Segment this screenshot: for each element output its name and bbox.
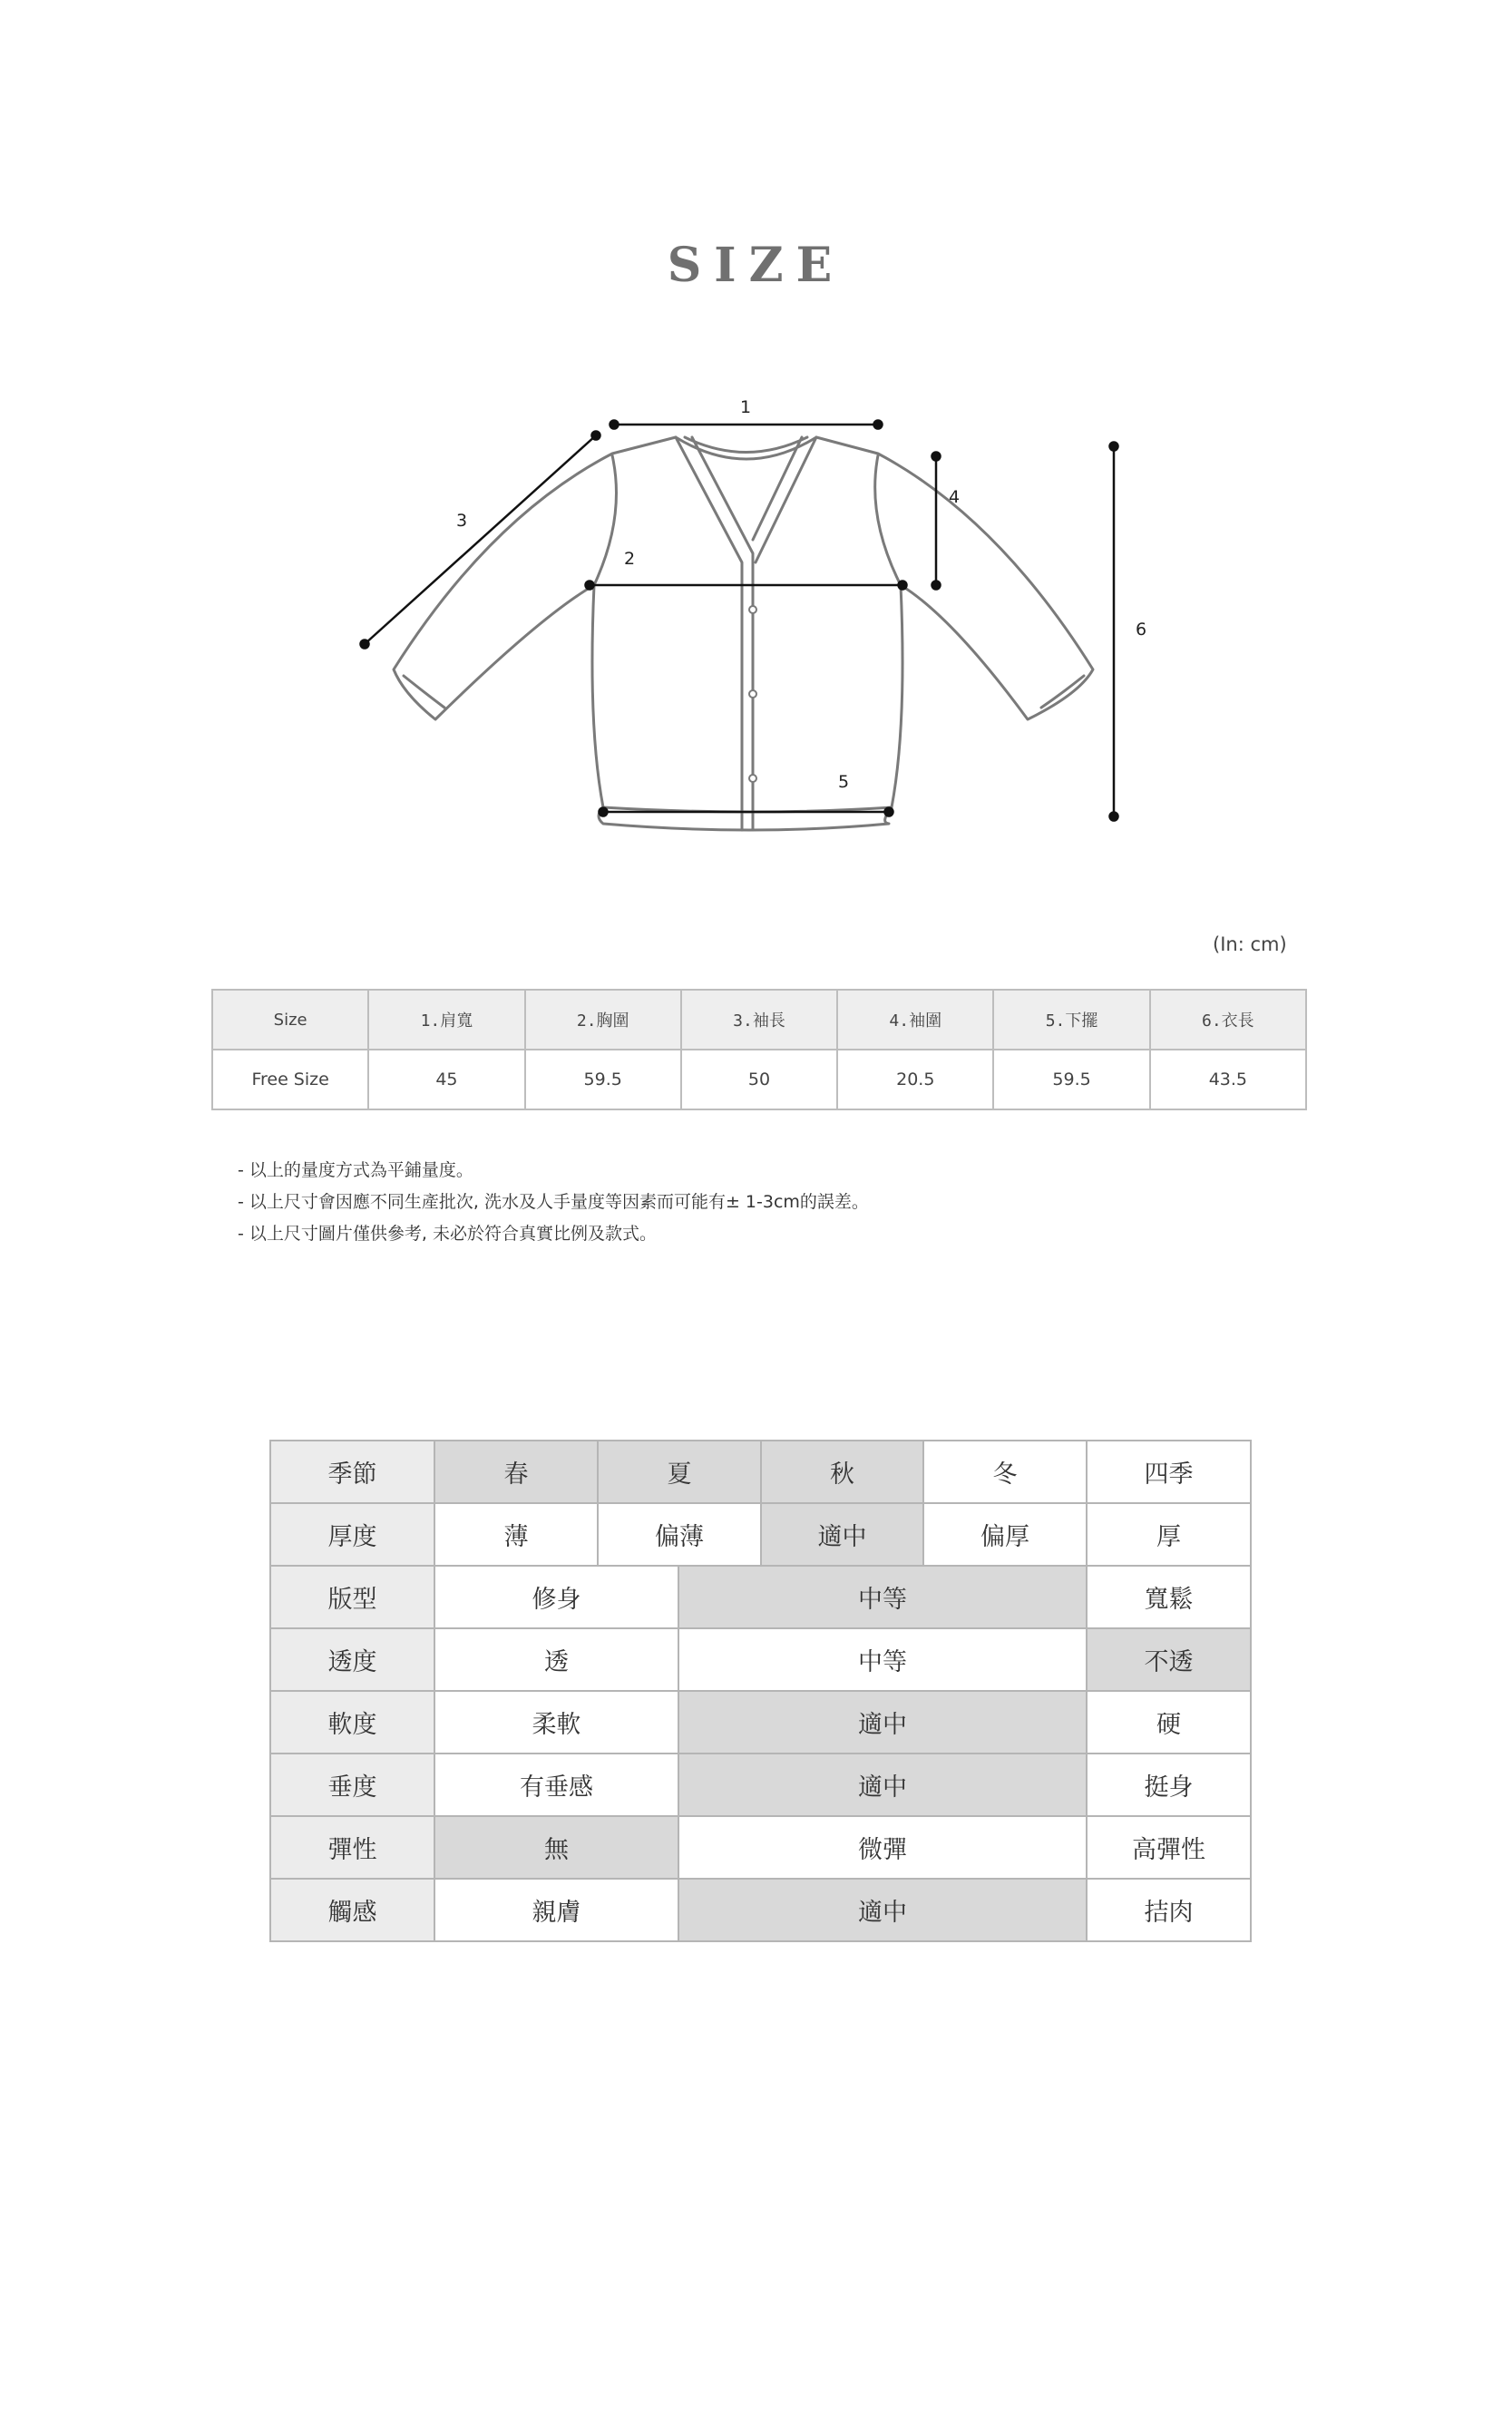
- property-option: 寬鬆: [1087, 1566, 1251, 1628]
- measure-label-6: 6: [1136, 620, 1147, 640]
- property-option: 偏薄: [598, 1503, 761, 1566]
- size-value-cell: 59.5: [525, 1050, 681, 1109]
- measure-label-3: 3: [456, 511, 468, 531]
- property-option: 柔軟: [434, 1691, 678, 1754]
- property-option: 修身: [434, 1566, 678, 1628]
- property-option: 中等: [678, 1628, 1087, 1691]
- cardigan-outline: [394, 437, 1093, 830]
- property-label: 垂度: [270, 1754, 434, 1816]
- size-value-cell: Free Size: [212, 1050, 368, 1109]
- size-header-cell: 6.衣長: [1150, 990, 1306, 1050]
- property-label: 厚度: [270, 1503, 434, 1566]
- property-option: 秋: [761, 1441, 923, 1503]
- property-label: 觸感: [270, 1879, 434, 1941]
- property-option: 有垂感: [434, 1754, 678, 1816]
- size-header-cell: 2.胸圍: [525, 990, 681, 1050]
- size-header-cell: 1.肩寬: [368, 990, 524, 1050]
- property-option: 不透: [1087, 1628, 1251, 1691]
- size-value-cell: 59.5: [993, 1050, 1149, 1109]
- size-header-cell: Size: [212, 990, 368, 1050]
- property-option: 夏: [598, 1441, 761, 1503]
- size-value-cell: 20.5: [837, 1050, 993, 1109]
- size-value-cell: 50: [681, 1050, 837, 1109]
- property-option: 偏厚: [923, 1503, 1087, 1566]
- property-option: 厚: [1087, 1503, 1251, 1566]
- property-option: 四季: [1087, 1441, 1251, 1503]
- property-option: 適中: [678, 1691, 1087, 1754]
- measure-label-4: 4: [949, 487, 961, 507]
- property-row-touch: [270, 1879, 1251, 1941]
- size-table: [211, 989, 1307, 1110]
- property-row-thickness: [270, 1503, 1251, 1566]
- page-title: SIZE: [667, 238, 845, 293]
- property-label: 彈性: [270, 1816, 434, 1879]
- property-option: 挺身: [1087, 1754, 1251, 1816]
- measure-label-1: 1: [740, 397, 752, 417]
- property-label: 軟度: [270, 1691, 434, 1754]
- property-option: 無: [434, 1816, 678, 1879]
- note-line: - 以上尺寸會因應不同生產批次, 洗水及人手量度等因素而可能有± 1-3cm的誤差。: [238, 1192, 869, 1212]
- property-option: 適中: [678, 1754, 1087, 1816]
- property-option: 適中: [761, 1503, 923, 1566]
- property-row-softness: [270, 1691, 1251, 1754]
- property-label: 季節: [270, 1441, 434, 1503]
- property-option: 微彈: [678, 1816, 1087, 1879]
- measure-label-2: 2: [624, 549, 636, 569]
- property-option: 適中: [678, 1879, 1087, 1941]
- fabric-properties-table: [269, 1440, 1252, 1942]
- size-table-row: [212, 1050, 1306, 1109]
- property-row-transparency: [270, 1628, 1251, 1691]
- property-row-drape: [270, 1754, 1251, 1816]
- property-option: 春: [434, 1441, 598, 1503]
- property-label: 透度: [270, 1628, 434, 1691]
- property-option: 硬: [1087, 1691, 1251, 1754]
- size-header-cell: 4.袖圍: [837, 990, 993, 1050]
- property-row-elasticity: [270, 1816, 1251, 1879]
- property-option: 透: [434, 1628, 678, 1691]
- note-line: - 以上的量度方式為平鋪量度。: [238, 1160, 473, 1180]
- property-option: 親膚: [434, 1879, 678, 1941]
- property-option: 中等: [678, 1566, 1087, 1628]
- measure-label-5: 5: [838, 772, 850, 792]
- size-header-cell: 3.袖長: [681, 990, 837, 1050]
- property-row-fit: [270, 1566, 1251, 1628]
- property-option: 高彈性: [1087, 1816, 1251, 1879]
- size-header-cell: 5.下擺: [993, 990, 1149, 1050]
- measurement-notes: [238, 1155, 869, 1250]
- size-value-cell: 45: [368, 1050, 524, 1109]
- property-option: 薄: [434, 1503, 598, 1566]
- property-option: 拮肉: [1087, 1879, 1251, 1941]
- note-line: - 以上尺寸圖片僅供參考, 未必於符合真實比例及款式。: [238, 1224, 657, 1244]
- property-row-season: [270, 1441, 1251, 1503]
- cardigan-measurement-diagram: [0, 381, 1512, 853]
- unit-label: (In: cm): [1213, 933, 1287, 955]
- property-option: 冬: [923, 1441, 1087, 1503]
- size-table-header-row: [212, 990, 1306, 1050]
- size-value-cell: 43.5: [1150, 1050, 1306, 1109]
- property-label: 版型: [270, 1566, 434, 1628]
- measure-lines: [361, 421, 1118, 821]
